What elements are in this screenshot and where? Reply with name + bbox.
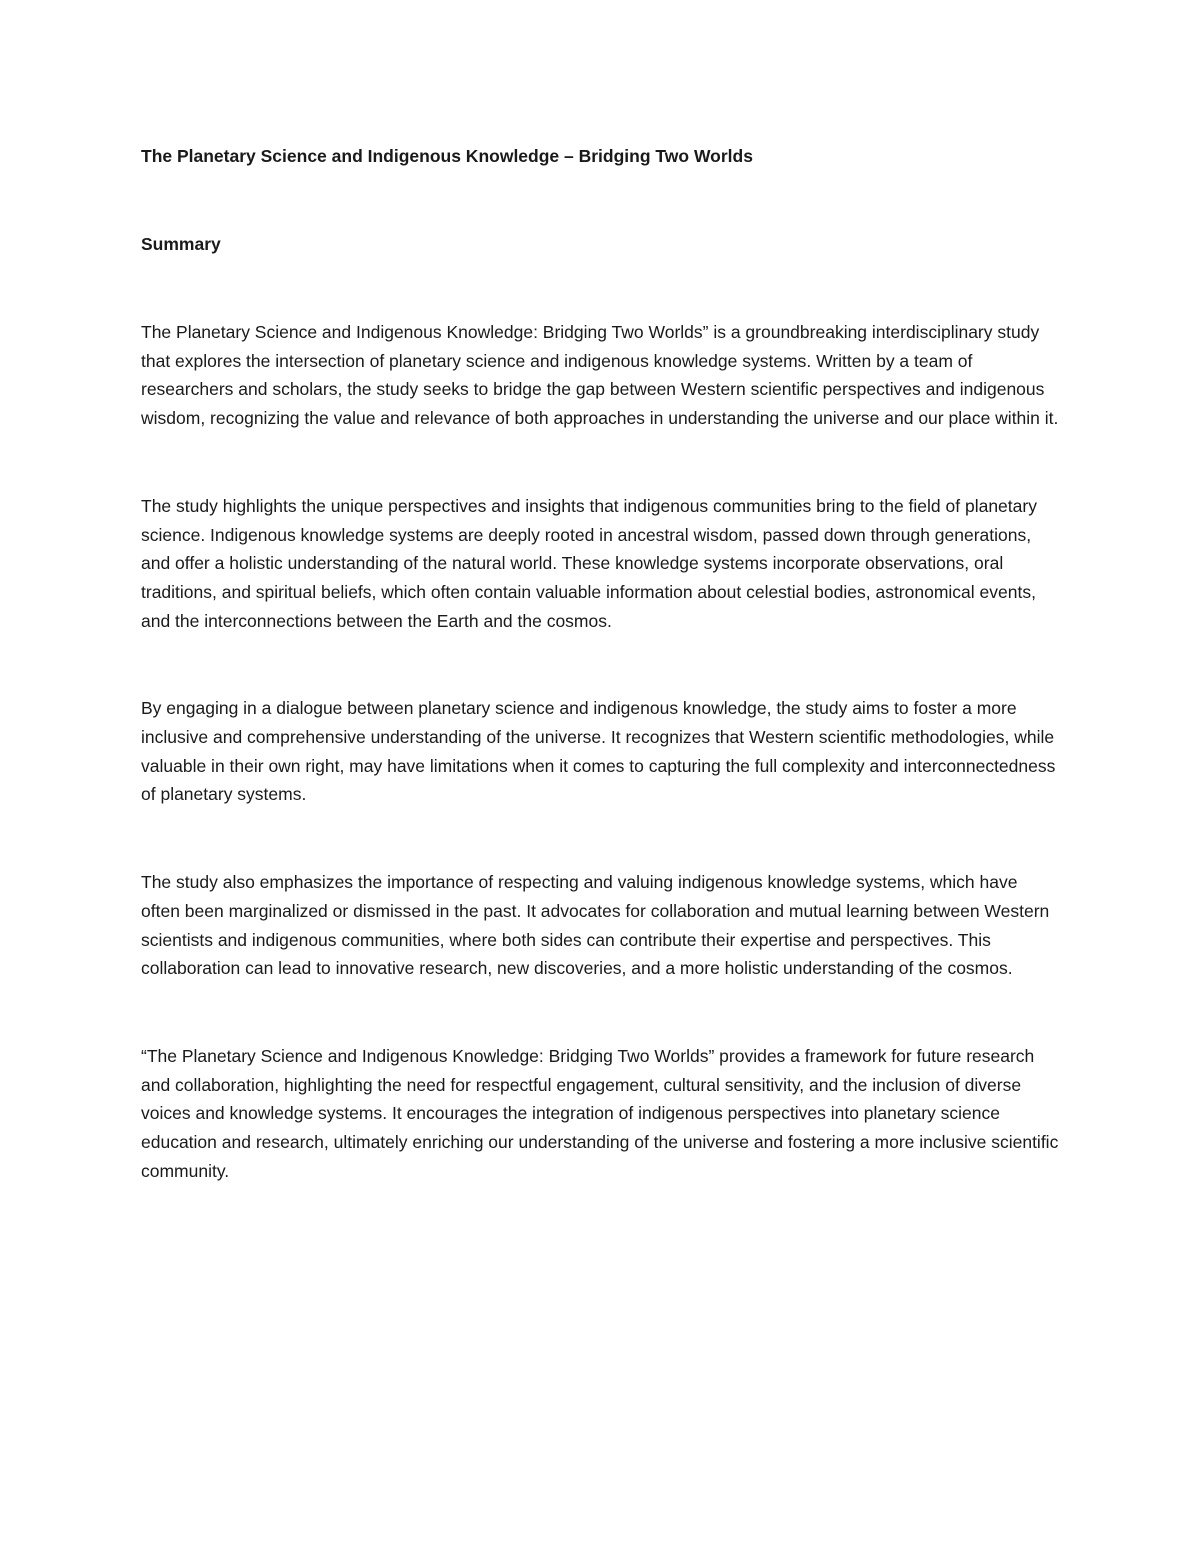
paragraph-3: By engaging in a dialogue between planetary science and indigenous knowledge, the study aims to foster a more inclusive and comprehensive understanding of the universe. It recognizes that Western scientific methodologies, while valuable in their own right, may have limitations when it comes to capturing the full complexity and interconnectedness of planetary systems.: [141, 698, 1056, 805]
paragraph-1: The Planetary Science and Indigenous Knowledge: Bridging Two Worlds” is a groundbreaking interdisciplinary study that explores the intersection of planetary science and indigenous knowledge systems. Written by a team of researchers and scholars, the study seeks to bridge the gap between Western scientific perspectives and indigenous wisdom, recognizing the value and relevance of both approaches in understanding the universe and our place within it.: [141, 322, 1059, 429]
document-body: [141, 142, 1061, 1185]
document-title: The Planetary Science and Indigenous Knowledge – Bridging Two Worlds: [141, 146, 753, 166]
paragraph-2: The study highlights the unique perspectives and insights that indigenous communities bring to the field of planetary science. Indigenous knowledge systems are deeply rooted in ancestral wisdom, passed down through generations, and offer a holistic understanding of the natural world. These knowledge systems incorporate observations, oral traditions, and spiritual beliefs, which often contain valuable information about celestial bodies, astronomical events, and the interconnections between the Earth and the cosmos.: [141, 495, 1037, 631]
paragraph-5: “The Planetary Science and Indigenous Knowledge: Bridging Two Worlds” provides a framework for future research and collaboration, highlighting the need for respectful engagement, cultural sensitivity, and the inclusion of diverse voices and knowledge systems. It encourages the integration of indigenous perspectives into planetary science education and research, ultimately enriching our understanding of the universe and fostering a more inclusive scientific community.: [141, 1045, 1059, 1181]
paragraph-4: The study also emphasizes the importance of respecting and valuing indigenous knowledge systems, which have often been marginalized or dismissed in the past. It advocates for collaboration and mutual learning between Western scientists and indigenous communities, where both sides can contribute their expertise and perspectives. This collaboration can lead to innovative research, new discoveries, and a more holistic understanding of the cosmos.: [141, 872, 1050, 979]
summary-heading: Summary: [141, 234, 221, 254]
